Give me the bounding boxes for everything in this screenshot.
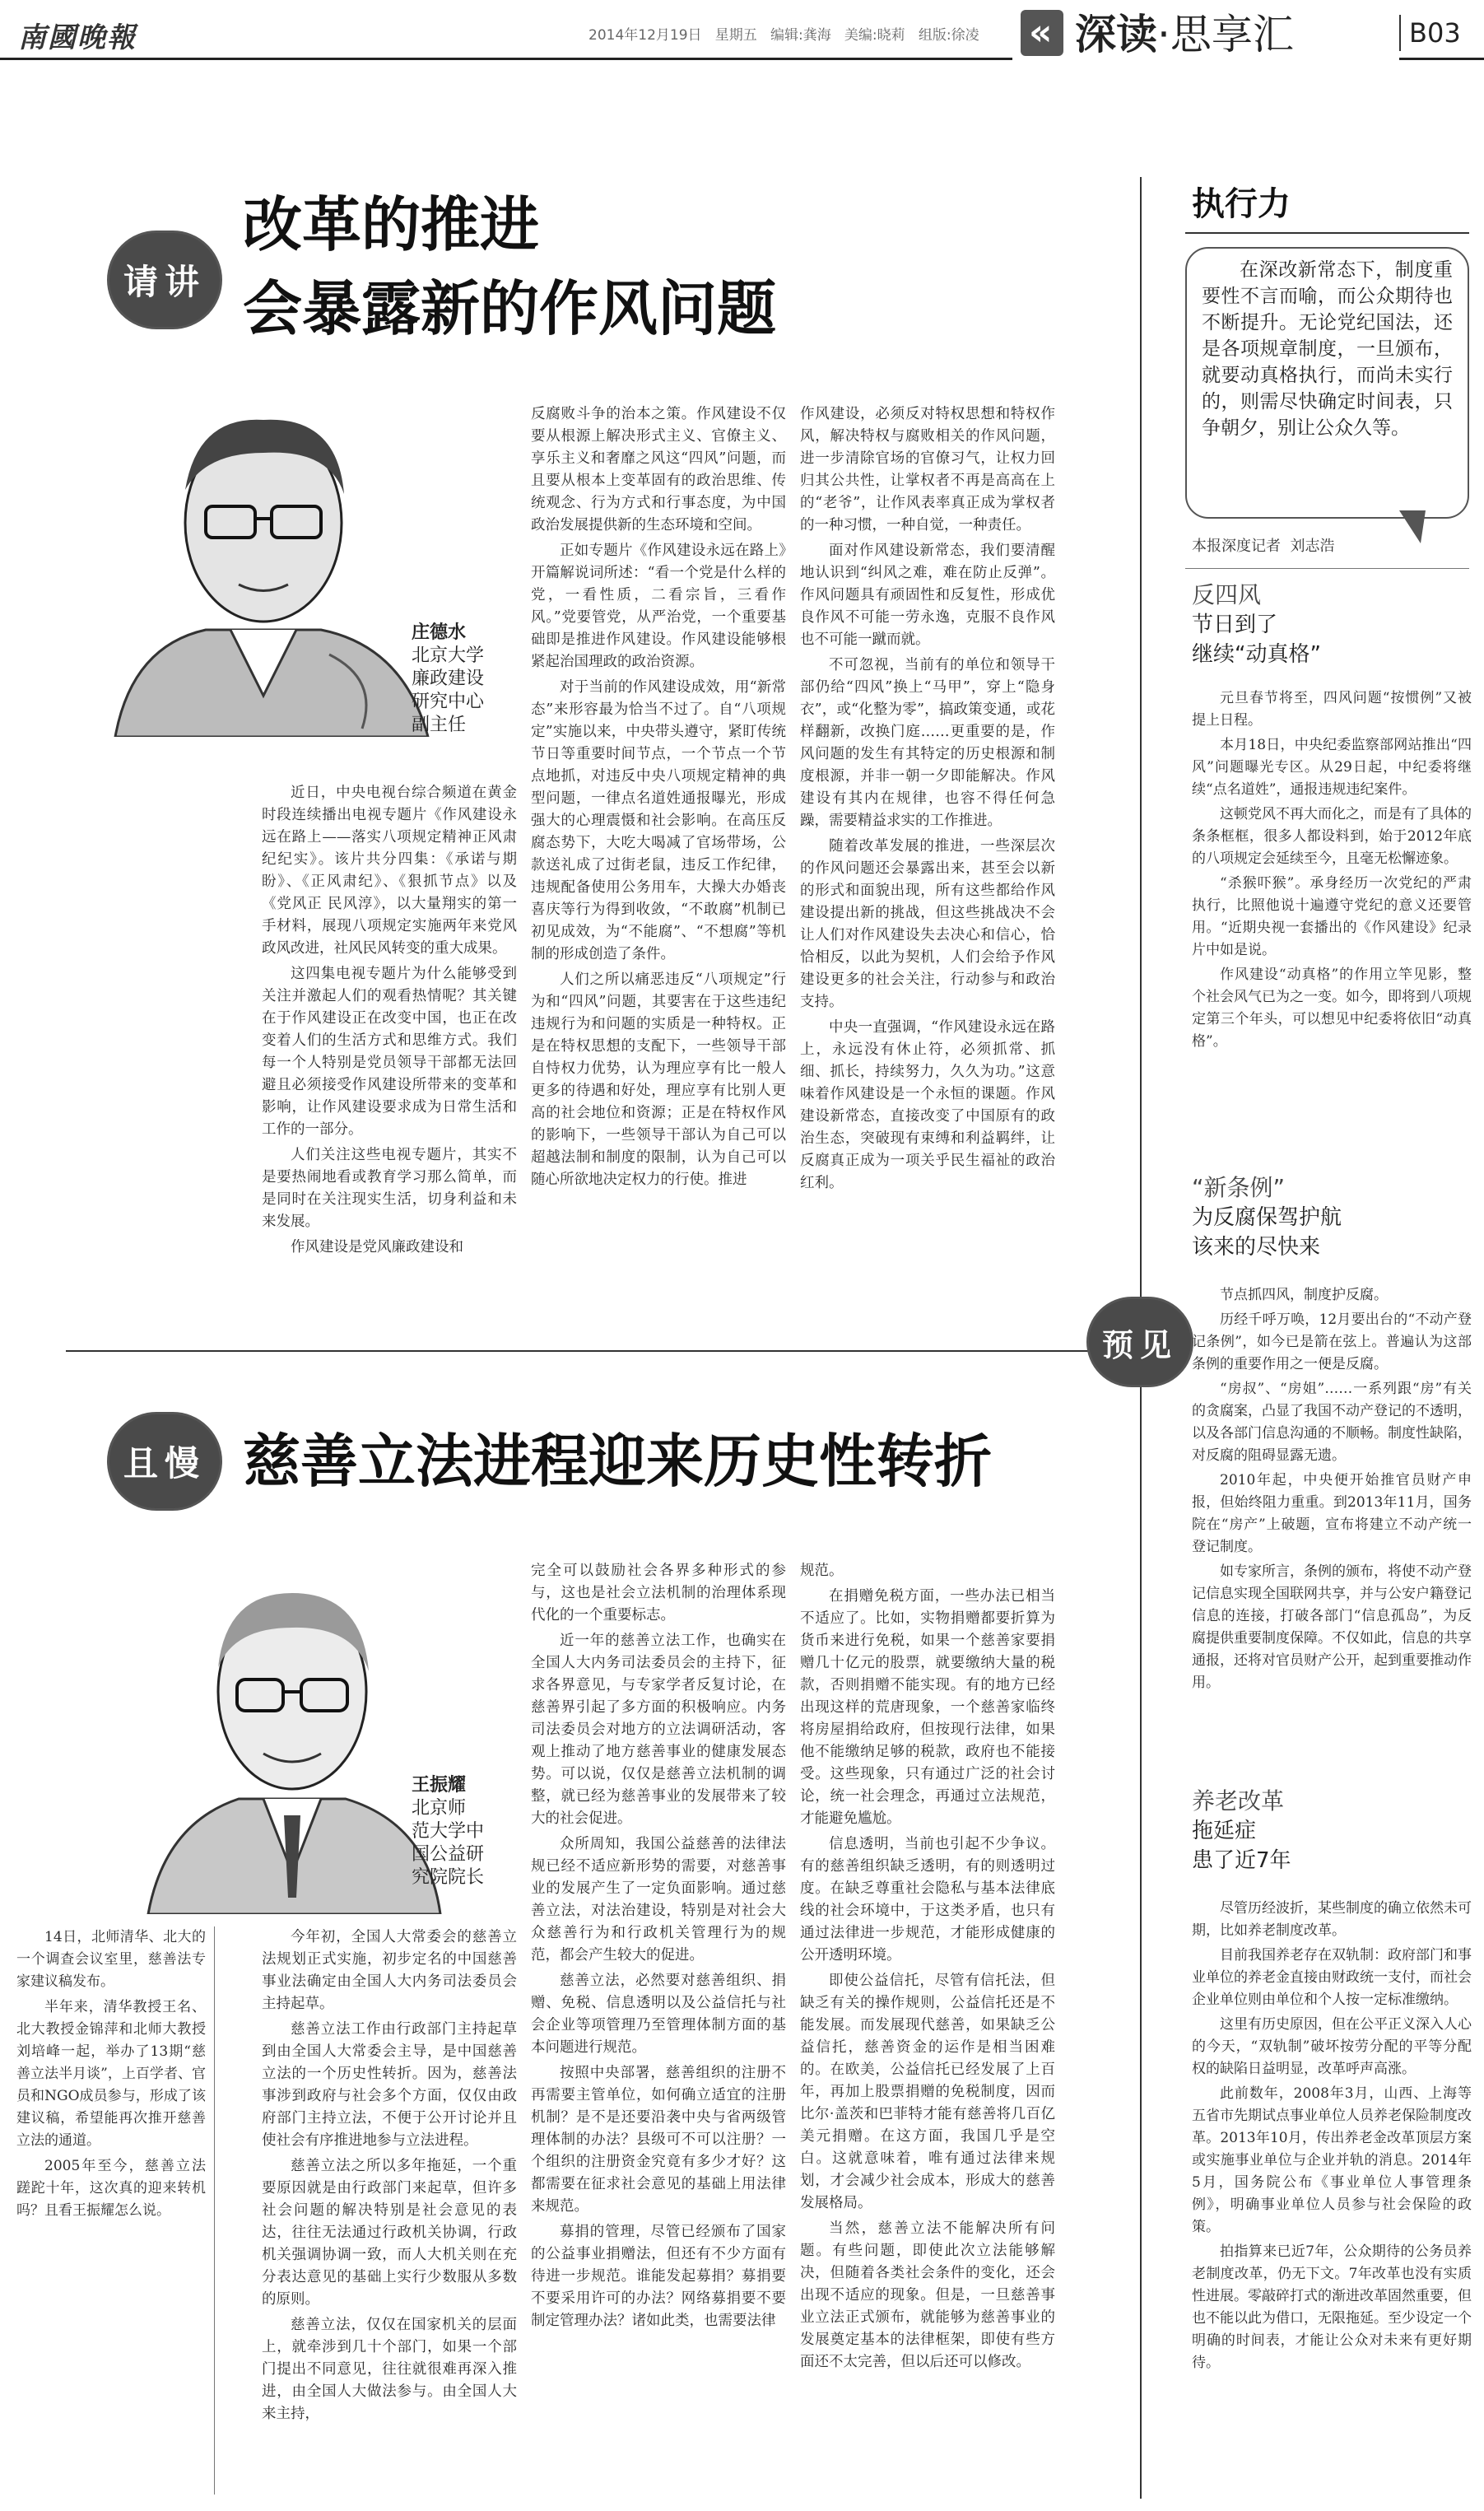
byline-rule — [1185, 568, 1469, 569]
article2-column-2 — [531, 1560, 786, 2495]
item1-head1: 节日到了 — [1192, 613, 1278, 637]
section-sub: 思享汇 — [1170, 11, 1294, 58]
paragraph: 慈善立法工作由行政部门主持起草到由全国人大常委会主导，是中国慈善立法的一个历史性转折。因为，慈善法事涉到政府与社会多个方面，仅仅由政府部门主持立法，不便于公开讨论并且使社会有序推进地参与立法进程。 — [262, 2021, 517, 2149]
header-rule-right — [1399, 58, 1484, 60]
paragraph: 对于当前的作风建设成效，用“新常态”来形容最为恰当不过了。自“八项规定”实施以来，中央带头遵守，紧盯传统节日等重要时间节点，一个节点一个节点地抓，对违反中央八项规定精神的典型问题，一律点名道姓通报曝光，形成强大的心理震慑和社会影响。在高压反腐态势下，大吃大喝减了官场带场，公款送礼成了过街老鼠，违反工作纪律，违规配备使用公务用车，大操大办婚丧喜庆等行为得到收敛，“不敢腐”机制已初见成效，为“不能腐”、“不想腐”等机制的形成创造了条件。 — [531, 679, 786, 962]
article2-badge: 且慢 — [107, 1412, 222, 1511]
paragraph: 这顿党风不再大而化之，而是有了具体的条条框框，很多人都设料到，始于2012年底的八项规定会延续至今，且毫无松懈迹象。 — [1192, 806, 1472, 867]
paragraph: 这四集电视专题片为什么能够受到关注并激起人们的观看热情呢？其关键在于作风建设正在改变中国，也正在改变着人们的生活方式和思维方式。我们每一个人特别是党员领导干部都无法回避且必须接受作风建设所带来的变革和影响，让作风建设要求成为日常生活和工作的一部分。 — [262, 966, 517, 1138]
article2-title: 慈善立法进程迎来历史性转折 — [243, 1428, 992, 1495]
article1-caption — [412, 622, 484, 737]
section-arrow-glyph-icon: « — [1029, 12, 1053, 54]
header-meta — [588, 23, 979, 44]
paragraph: 2010年起，中央便开始推官员财产申报，但始终阻力重重。到2013年11月，国务院在“房产”上破题，宣布将建立不动产统一登记制度。 — [1192, 1472, 1472, 1555]
caption-line: 副主任 — [412, 715, 467, 735]
paragraph: 当然，慈善立法不能解决所有问题。有些问题，即使此次立法能够解决，但随着各类社会条件的变化，还会出现不适应的现象。但是，一旦慈善事业立法正式颁布，就能够为慈善事业的发展奠定基本的法律框架，即使有些方面还不太完善，但以后还可以修改。 — [800, 2220, 1055, 2370]
item1-head2: 继续“动真格” — [1192, 642, 1321, 667]
sidebar-item2-head — [1192, 1173, 1342, 1262]
paragraph: 如专家所言，条例的颁布，将使不动产登记信息实现全国联网共享，并与公安户籍登记信息的连接，打破各部门“信息孤岛”，为反腐提供重要制度保障。不仅如此，信息的共享通报，还将对官员财产公开，起到重要推动作用。 — [1192, 1563, 1472, 1691]
paragraph: 拍指算来已近7年，公众期待的公务员养老制度改革，仍无下文。7年改革也没有实质性进展。零敲碎打式的渐进改革固然重要，但也不能以此为借口，无限拖延。至少设定一个明确的时间表，才能让公众对未来有更好期待。 — [1192, 2243, 1472, 2371]
item3-kicker: 养老改革 — [1192, 1787, 1285, 1815]
paragraph: 正如专题片《作风建设永远在路上》开篇解说词所述：“看一个党是什么样的党，一看性质，二看宗旨，三看作风。”党要管党，从严治党，一个重要基础即是推进作风建设。作风建设能够根紧起治国理政的政治资源。 — [531, 543, 786, 670]
caption-line: 国公益研 — [412, 1844, 485, 1865]
caption-line: 廉政建设 — [412, 669, 485, 689]
paragraph: 半年来，清华教授王名、北大教授金锦萍和北师大教授刘培峰一起，举办了13期“慈善立法半月谈”，上百学者、官员和NGO成员参与，形成了该建议稿，希望能再次推开慈善立法的通道。 — [16, 1999, 206, 2149]
paragraph: 面对作风建设新常态，我们要清醒地认识到“纠风之难，难在防止反弹”。作风问题具有顽固性和反复性，形成优良作风不可能一劳永逸，克服不良作风也不可能一蹴而就。 — [800, 543, 1055, 648]
article1-column-3 — [800, 403, 1055, 1330]
sidebar-item1-head — [1192, 580, 1321, 669]
paragraph: 信息透明，当前也引起不少争议。有的慈善组织缺乏透明，有的则透明过度。在缺乏尊重社会隐私与基本法律底线的社会环境中，于这类矛盾，也只有通过法律进一步规范，才能形成健康的公开透明环境。 — [800, 1836, 1055, 1964]
page-number: B03 — [1409, 17, 1461, 49]
paragraph: 不可忽视，当前有的单位和领导干部仍给“四风”换上“马甲”，穿上“隐身衣”，或“化整为零”，搞政策变通，或花样翻新，改换门庭……更重要的是，作风问题的发生有其特定的历史根源和制度根源，并非一朝一夕即能解决。作风建设有其内在规律，也容不得任何急躁，需要精益求实的工作推进。 — [800, 657, 1055, 829]
paragraph: 按照中央部署，慈善组织的注册不再需要主管单位，如何确立适宜的注册机制？是不是还要沿袭中央与省两级管理体制的办法？县级可不可以注册？一个组织的注册资金究竟有多少才好？这都需要在征求社会意见的基础上用法律来规范。 — [531, 2065, 786, 2215]
paragraph: 慈善立法，仅仅在国家机关的层面上，就牵涉到几十个部门，如果一个部门提出不同意见，往往就很难再深入推进，由全国人大做法参与。由全国人大来主持， — [262, 2317, 517, 2422]
paragraph: 众所周知，我国公益慈善的法律法规已经不适应新形势的需要，对慈善事业的发展产生了一定负面影响。通过慈善立法，对法治建设，特别是对社会大众慈善行为和行政机关管理行为的规范，都会产生较大的促进。 — [531, 1836, 786, 1964]
paragraph: 节点抓四风，制度护反腐。 — [1220, 1287, 1388, 1303]
paragraph: 人们关注这些电视专题片，其实不是要热闹地看或教育学习那么简单，而是同时在关注现实生活，切身利益和未来发展。 — [262, 1147, 517, 1230]
issue-weekday: 星期五 — [714, 27, 757, 44]
paragraph: 规范。 — [800, 1563, 844, 1579]
paragraph: 历经千呼万唤，12月要出台的“不动产登记条例”，如今已是箭在弦上。普遍认为这部条例的重要作用之一便是反腐。 — [1192, 1311, 1472, 1372]
paragraph: 目前我国养老存在双轨制：政府部门和事业单位的养老金直接由财政统一支付，而社会企业单位则由单位和个人按一定标准缴纳。 — [1192, 1947, 1472, 2008]
article1-title-line2: 会暴露新的作风问题 — [243, 274, 777, 343]
caption-line: 庄德水 — [412, 622, 467, 643]
paragraph: “房叔”、“房姐”……一系列跟“房”有关的贪腐案，凸显了我国不动产登记的不透明，以及各部门信息沟通的不顺畅。制度性缺陷，对反腐的阻碍显露无遗。 — [1192, 1381, 1472, 1464]
sidebar-title: 执行力 — [1192, 185, 1291, 223]
article2-column-1 — [262, 1926, 517, 2495]
quote-box-tail-icon — [1399, 510, 1426, 543]
item3-head2: 患了近7年 — [1192, 1848, 1291, 1873]
paragraph: 2005年至今，慈善立法蹉跎十年，这次真的迎来转机吗？且看王振耀怎么说。 — [16, 2158, 206, 2219]
section-name: 深读 — [1075, 11, 1157, 58]
sidebar-item3-body — [1192, 1898, 1472, 2499]
paragraph: 尽管历经波折，某些制度的确立依然未可期，比如养老制度改革。 — [1192, 1900, 1472, 1939]
article2-caption — [412, 1774, 484, 1889]
sidebar-byline: 本报深度记者 刘志浩 — [1192, 538, 1335, 555]
paragraph: 反腐败斗争的治本之策。作风建设不仅要从根源上解决形式主义、官僚主义、享乐主义和奢靡之风这“四风”问题，而且要从根本上变革固有的政治思维、传统观念、行为方式和行事态度，为中国政治发展提供新的生态环境和空间。 — [531, 406, 786, 533]
item1-kicker: 反四风 — [1192, 581, 1262, 608]
caption-line: 范大学中 — [412, 1821, 485, 1842]
paragraph: 作风建设是党风廉政建设和 — [291, 1239, 463, 1256]
item3-head1: 拖延症 — [1192, 1819, 1257, 1843]
paragraph: 募捐的管理，尽管已经颁布了国家的公益事业捐赠法，但还有不少方面有待进一步规范。谁能发起募捐？募捐要不要采用许可的办法？网络募捐要不要制定管理办法？诸如此类，也需要法律 — [531, 2224, 786, 2329]
designer-credit: 美编:晓莉 — [844, 27, 905, 44]
article1-portrait — [82, 383, 444, 737]
paragraph: 此前数年，2008年3月，山西、上海等五省市先期试点事业单位人员养老保险制度改革。2013年10月，传出养老金改革顶层方案或实施事业单位与企业并轨的消息。2014年5月，国务院公布《事业单位人事管理条例》，明确事业单位人员参与社会保险的政策。 — [1192, 2085, 1472, 2235]
caption-line: 究院院长 — [412, 1867, 485, 1888]
paragraph: 元旦春节将至，四风问题“按惯例”又被提上日程。 — [1192, 690, 1472, 729]
paragraph: 这里有历史原因，但在公平正义深入人心的今天，“双轨制”破坏按劳分配的平等分配权的缺陷日益明显，改革呼声高涨。 — [1192, 2016, 1472, 2077]
proof-credit: 组版:徐凌 — [918, 27, 979, 44]
caption-line: 研究中心 — [412, 692, 485, 712]
article2-intro-column — [16, 1926, 206, 2495]
sidebar-title-rule — [1185, 232, 1469, 234]
sidebar-item3-head — [1192, 1787, 1291, 1875]
editor-credit: 编辑:龚海 — [770, 27, 831, 44]
section-title — [1075, 8, 1294, 61]
paragraph: 作风建设“动真格”的作用立竿见影，整个社会风气已为之一变。如今，即将到八项规定第三个年头，可以想见中纪委将依旧“动真格”。 — [1192, 967, 1472, 1050]
paragraph: 作风建设，必须反对特权思想和特权作风，解决特权与腐败相关的作风问题，进一步清除官场的官僚习气，让权力回归其公共性，让掌权者不再是高高在上的“老爷”，让作风表率真正成为掌权者的一种习惯，一种自觉，一种责任。 — [800, 406, 1055, 533]
article-divider — [66, 1350, 1136, 1352]
portrait-sketch-icon — [140, 1552, 444, 1914]
section-dot: · — [1157, 11, 1170, 58]
header-divider — [1399, 15, 1401, 51]
caption-line: 北京大学 — [412, 645, 485, 666]
paragraph: 在捐赠免税方面，一些办法已相当不适应了。比如，实物捐赠都要折算为货币来进行免税，如果一个慈善家要捐赠几十亿元的股票，就要缴纳大量的税款，否则捐赠不能实现。有的地方已经出现这样的荒唐现象，一个慈善家临终将房屋捐给政府，但按现行法律，如果他不能缴纳足够的税款，政府也不能接受。这些现象，只有通过广泛的社会讨论，统一社会理念，再通过立法规范，才能避免尴尬。 — [800, 1588, 1055, 1827]
paragraph: 随着改革发展的推进，一些深层次的作风问题还会暴露出来，甚至会以新的形式和面貌出现，所有这些都给作风建设提出新的挑战，但这些挑战决不会让人们对作风建设失去决心和信心，恰恰相反，以此为契机，人们会给予作风建设更多的社会关注，行动参与和政治支持。 — [800, 838, 1055, 1010]
paragraph: “杀猴吓猴”。承身经历一次党纪的严肃执行，比照他说十遍遵守党纪的意义还要管用。“近期央视一套播出的《作风建设》纪录片中如是说。 — [1192, 875, 1472, 958]
paragraph: 近一年的慈善立法工作，也确实在全国人大内务司法委员会的主持下，征求各界意见，与专家学者反复讨论，在慈善界引起了多方面的积极响应。内务司法委员会对地方的立法调研活动，客观上推动了地方慈善事业的健康发展态势。可以说，仅仅是慈善立法机制的调整，就已经为慈善事业的发展带来了较大的社会促进。 — [531, 1633, 786, 1827]
sidebar-item2-body — [1192, 1284, 1472, 1778]
paragraph: 即使公益信托，尽管有信托法，但缺乏有关的操作规则，公益信托还是不能发展。而发展现代慈善，如果缺乏公益信托，慈善资金的运作是相当困难的。在欧美，公益信托已经发展了上百年，再加上股票捐赠的免税制度，因而比尔·盖茨和巴菲特才能有慈善将几百亿美元捐赠。在这方面，我国几乎是空白。这就意味着，唯有通过法律来规划，才会减少社会成本，形成大的慈善发展格局。 — [800, 1973, 1055, 2211]
paragraph: 近日，中央电视台综合频道在黄金时段连续播出电视专题片《作风建设永远在路上——落实八项规定精神正风肃纪纪实》。该片共分四集：《承诺与期盼》、《正风肃纪》、《狠抓节点》以及《党风正 民风淳》，以大量翔实的第一手材料，展现八项规定实施两年来党风政风改进，社风民风转变的重大成果。 — [262, 785, 517, 957]
sidebar-quote: 在深改新常态下，制度重要性不言而喻，而公众期待也不断提升。无论党纪国法，还是各项规章制度，一旦颁布，就要动真格执行，而尚未实行的，则需尽快确定时间表，只争朝夕，别让公众久等。 — [1202, 259, 1453, 439]
caption-line: 北京师 — [412, 1798, 467, 1819]
paragraph: 中央一直强调，“作风建设永远在路上，永远没有休止符，必须抓常、抓细、抓长，持续努力，久久为功。”这意味着作风建设是一个永恒的课题。作风建设新常态，直接改变了中国原有的政治生态，突破现有束缚和利益羁绊，让反腐真正成为一项关乎民生福祉的政治红利。 — [800, 1019, 1055, 1191]
item2-kicker: “新条例” — [1192, 1174, 1286, 1201]
paragraph: 今年初，全国人大常委会的慈善立法规划正式实施，初步定名的中国慈善事业法确定由全国人大内务司法委员会主持起草。 — [262, 1929, 517, 2012]
article2-portrait — [140, 1552, 444, 1914]
article2-column-3 — [800, 1560, 1055, 2495]
article1-column-2 — [531, 403, 786, 1330]
sidebar-item1-body — [1192, 687, 1472, 1165]
paragraph: 14日，北师清华、北大的一个调查会议室里，慈善法专家建议稿发布。 — [16, 1929, 206, 1990]
header-rule-left — [0, 58, 1012, 60]
article1-title-line1: 改革的推进 — [243, 190, 540, 259]
paragraph: 人们之所以痛恶违反“八项规定”行为和“四风”问题，其要害在于这些违纪违规行为和问题的实质是一种特权。正是在特权思想的支配下，一些领导干部自恃权力优势，认为理应享有比一般人更多的待遇和好处，理应享有比别人更高的社会地位和资源；正是在特权作风的影响下，一些领导干部认为自己可以超越法制和制度的限制，认为自己可以随心所欲地决定权力的行使。推进 — [531, 971, 786, 1188]
intro-divider — [214, 1926, 215, 2495]
newspaper-logo: 南國晚報 — [18, 21, 137, 54]
item2-head1: 为反腐保驾护航 — [1192, 1205, 1342, 1230]
article1-column-1 — [262, 782, 517, 1330]
paragraph: 慈善立法，必然要对慈善组织、捐赠、免税、信息透明以及公益信托与社会企业等项管理乃至管理体制方面的基本问题进行规范。 — [531, 1973, 786, 2056]
caption-line: 王振耀 — [412, 1775, 467, 1796]
portrait-sketch-icon — [82, 383, 444, 737]
item2-head2: 该来的尽快来 — [1192, 1235, 1321, 1260]
paragraph: 慈善立法之所以多年拖延，一个重要原因就是由行政部门来起草，但许多社会问题的解决特别是社会意见的表达，往往无法通过行政机关协调，行政机关强调协调一致，而人大机关则在充分表达意见的基础上实行少数服从多数的原则。 — [262, 2158, 517, 2308]
paragraph: 完全可以鼓励社会各界多种形式的参与，这也是社会立法机制的治理体系现代化的一个重要标志。 — [531, 1563, 786, 1624]
issue-date: 2014年12月19日 — [588, 27, 702, 44]
article1-badge: 请讲 — [107, 231, 222, 329]
paragraph: 本月18日，中央纪委监察部网站推出“四风”问题曝光专区。从29日起，中纪委将继续“点名道姓”，通报违规违纪案件。 — [1192, 737, 1472, 798]
sidebar-badge: 预见 — [1086, 1297, 1193, 1387]
